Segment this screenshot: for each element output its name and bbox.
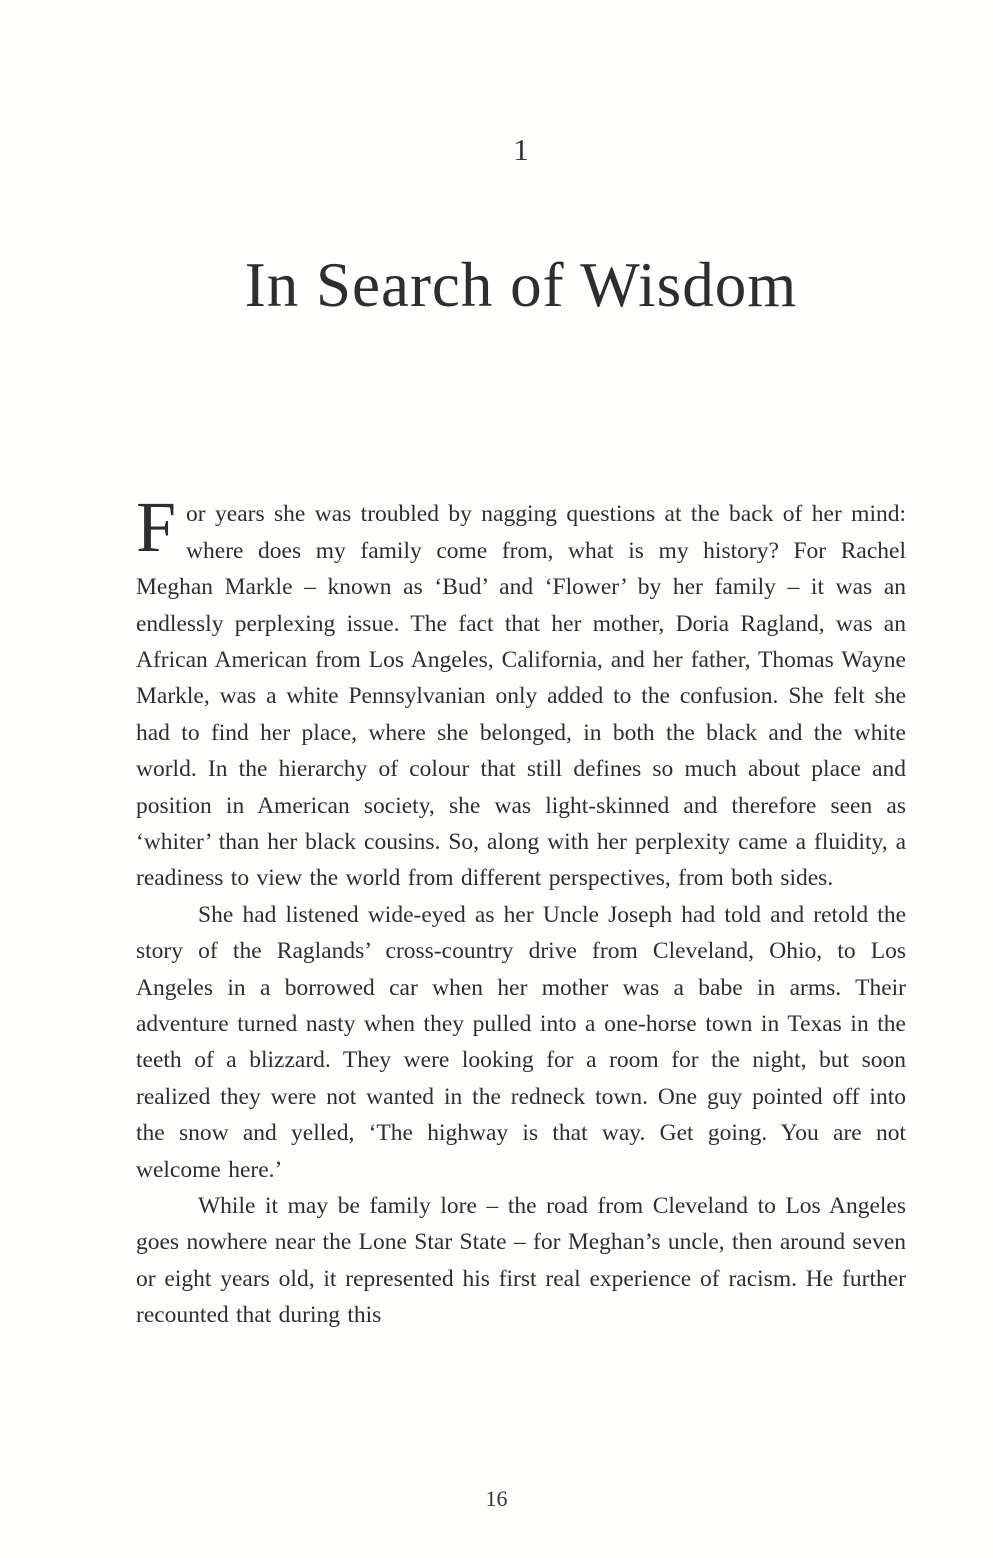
page-number: 16: [485, 1486, 508, 1511]
chapter-title: In Search of Wisdom: [244, 250, 798, 320]
drop-cap: F: [136, 487, 177, 568]
page-content: [136, 0, 906, 1334]
paragraph-2: She had listened wide-eyed as her Uncle Joseph had told and retold the story of the Raglands’ cross-country drive from Cleveland, Ohio, to Los Angeles in a borrowed car when her mother was a babe in arms. Their adventure turned nasty when they pulled into a one-horse town in Texas in the teeth of a blizzard. They were looking for a room for the night, but soon realized they were not wanted in the redneck town. One guy pointed off into the snow and yelled, ‘The highway is that way. Get going. You are not welcome here.’: [136, 901, 906, 1183]
paragraph-1: [136, 487, 906, 896]
paragraph-1-text: or years she was troubled by nagging questions at the back of her mind: where does my family come from, what is my history? For Rachel Meghan Markle – known as ‘Bud’ and ‘Flower’ by her family – it was an endlessly perplexing issue. The fact that her mother, Doria Ragland, was an African American from Los Angeles, California, and her father, Thomas Wayne Markle, was a white Pennsylvanian only added to the confusion. She felt she had to find her place, where she belonged, in both the black and the white world. In the hierarchy of colour that still defines so much about place and position in American society, she was light-skinned and therefore seen as ‘whiter’ than her black cousins. So, along with her perplexity came a fluidity, a readiness to view the world from different perspectives, from both sides.: [136, 501, 906, 892]
body-text: [136, 487, 906, 1333]
paragraph-3: While it may be family lore – the road from Cleveland to Los Angeles goes nowhere near the Lone Star State – for Meghan’s uncle, then around seven or eight years old, it represented his first real experience of racism. He further recounted that during this: [136, 1193, 906, 1329]
chapter-number: 1: [513, 132, 529, 167]
